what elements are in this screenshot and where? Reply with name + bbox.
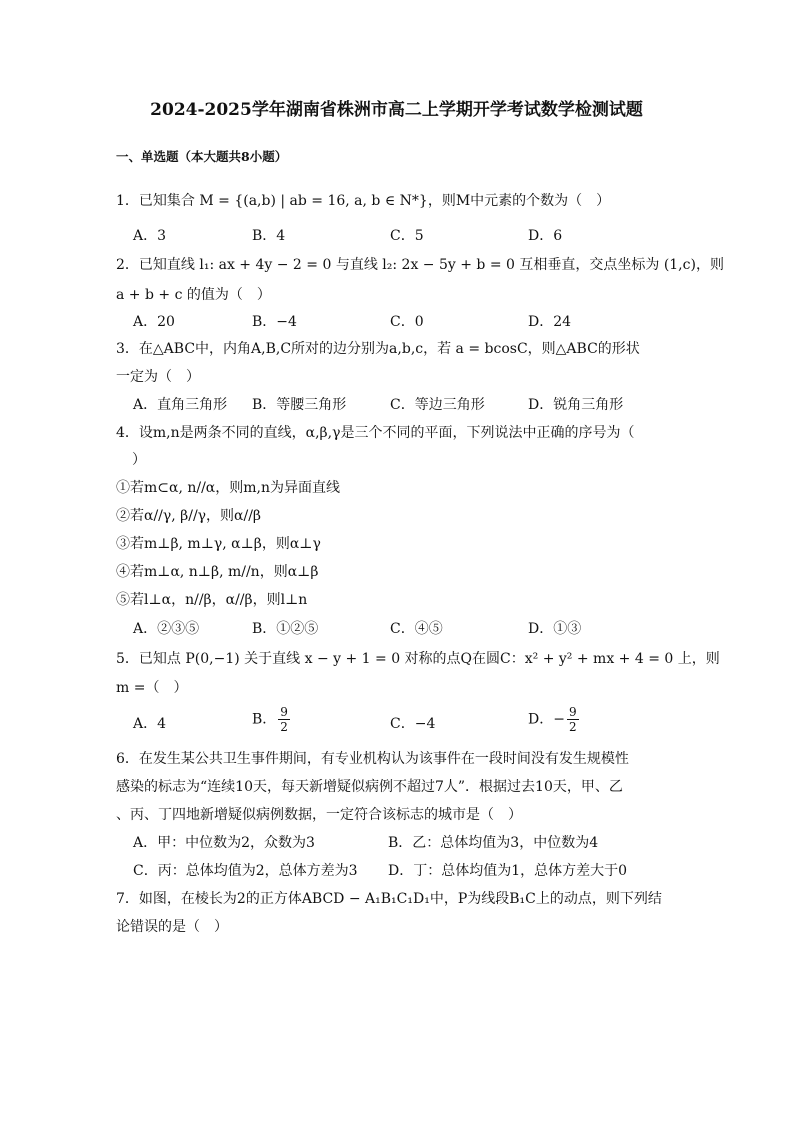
question-1-option-d: D．6 [528,228,563,244]
question-7-stem-line1: 7．如图，在棱长为2的正方体ABCD − A₁B₁C₁D₁中，P为线段B₁C上的动点，则下列结 [116,891,662,907]
question-2-stem-line1: 2．已知直线 l₁: ax + 4y − 2 = 0 与直线 l₂: 2x − 5y + b = 0 互相垂直，交点坐标为 (1,c)，则 [116,257,724,273]
question-3-option-d: D．锐角三角形 [528,397,624,413]
question-7-stem-line2: 论错误的是（ ） [116,919,228,935]
question-6-option-c: C．丙：总体均值为2，总体方差为3 [133,863,358,879]
question-5-option-b [252,705,290,734]
question-1-option-c: C．5 [390,228,424,244]
question-4-option-d: D．①③ [528,621,582,637]
question-2-option-b: B．−4 [252,314,297,330]
question-4-stem-line2: ） [132,452,146,468]
section-heading: 一、单选题（本大题共8小题） [116,149,288,164]
fraction [567,705,579,734]
fraction-denominator: 2 [280,720,288,734]
question-1-stem: 1．已知集合 M = {(a,b) | ab = 16, a, b ∈ N*}，则M中元素的个数为（ ） [116,193,611,209]
question-4-option-b: B．①②⑤ [252,621,319,637]
question-4-option-c: C．④⑤ [390,621,443,637]
question-3-option-a: A．直角三角形 [133,397,228,413]
question-6-option-d: D．丁：总体均值为1，总体方差大于0 [388,863,628,879]
fraction-denominator: 2 [568,720,577,734]
question-6-option-a: A．甲：中位数为2，众数为3 [133,835,315,851]
question-3-option-c: C．等边三角形 [390,397,485,413]
question-4-item-5: ⑤若l⊥α，n//β，α//β，则l⊥n [116,592,308,608]
question-5-stem-line2: m =（ ） [116,680,188,696]
question-1-option-a: A．3 [133,228,167,244]
page-title: 2024-2025学年湖南省株洲市高二上学期开学考试数学检测试题 [150,100,643,120]
question-2-option-c: C．0 [390,314,424,330]
question-5-option-a: A．4 [133,716,167,732]
question-6-stem-line1: 6．在发生某公共卫生事件期间，有专业机构认为该事件在一段时间没有发生规模性 [116,751,629,767]
question-4-item-1: ①若m⊂α, n//α，则m,n为异面直线 [116,480,341,496]
question-3-option-b: B．等腰三角形 [252,397,347,413]
question-5-option-d [528,705,579,734]
question-3-stem-line1: 3．在△ABC中，内角A,B,C所对的边分别为a,b,c，若 a = bcosC，则△ABC的形状 [116,341,640,357]
question-4-item-4: ④若m⊥α, n⊥β, m//n，则α⊥β [116,564,319,580]
question-5-option-d-label: D．− [528,711,565,728]
question-1-option-b: B．4 [252,228,286,244]
question-3-stem-line2: 一定为（ ） [116,369,200,385]
question-4-item-2: ②若α//γ, β//γ，则α//β [116,508,262,524]
question-4-stem-line1: 4．设m,n是两条不同的直线，α,β,γ是三个不同的平面，下列说法中正确的序号为（ [116,425,635,441]
question-6-stem-line2: 感染的标志为“连续10天，每天新增疑似病例不超过7人”．根据过去10天，甲、乙 [116,779,623,795]
question-2-stem-line2: a + b + c 的值为（ ） [116,287,271,303]
question-2-option-d: D．24 [528,314,572,330]
question-5-option-c: C．−4 [390,716,436,732]
question-5-option-b-label: B． [252,711,277,728]
fraction [278,705,290,734]
question-2-option-a: A．20 [133,314,175,330]
fraction-numerator: 9 [568,705,577,719]
question-6-option-b: B．乙：总体均值为3，中位数为4 [388,835,599,851]
question-4-item-3: ③若m⊥β, m⊥γ, α⊥β，则α⊥γ [116,536,321,552]
fraction-numerator: 9 [280,705,288,719]
question-5-stem-line1: 5．已知点 P(0,−1) 关于直线 x − y + 1 = 0 对称的点Q在圆C：x² + y² + mx + 4 = 0 上，则 [116,651,720,667]
question-6-stem-line3: 、丙、丁四地新增疑似病例数据，一定符合该标志的城市是（ ） [116,807,522,823]
question-4-option-a: A．②③⑤ [133,621,200,637]
